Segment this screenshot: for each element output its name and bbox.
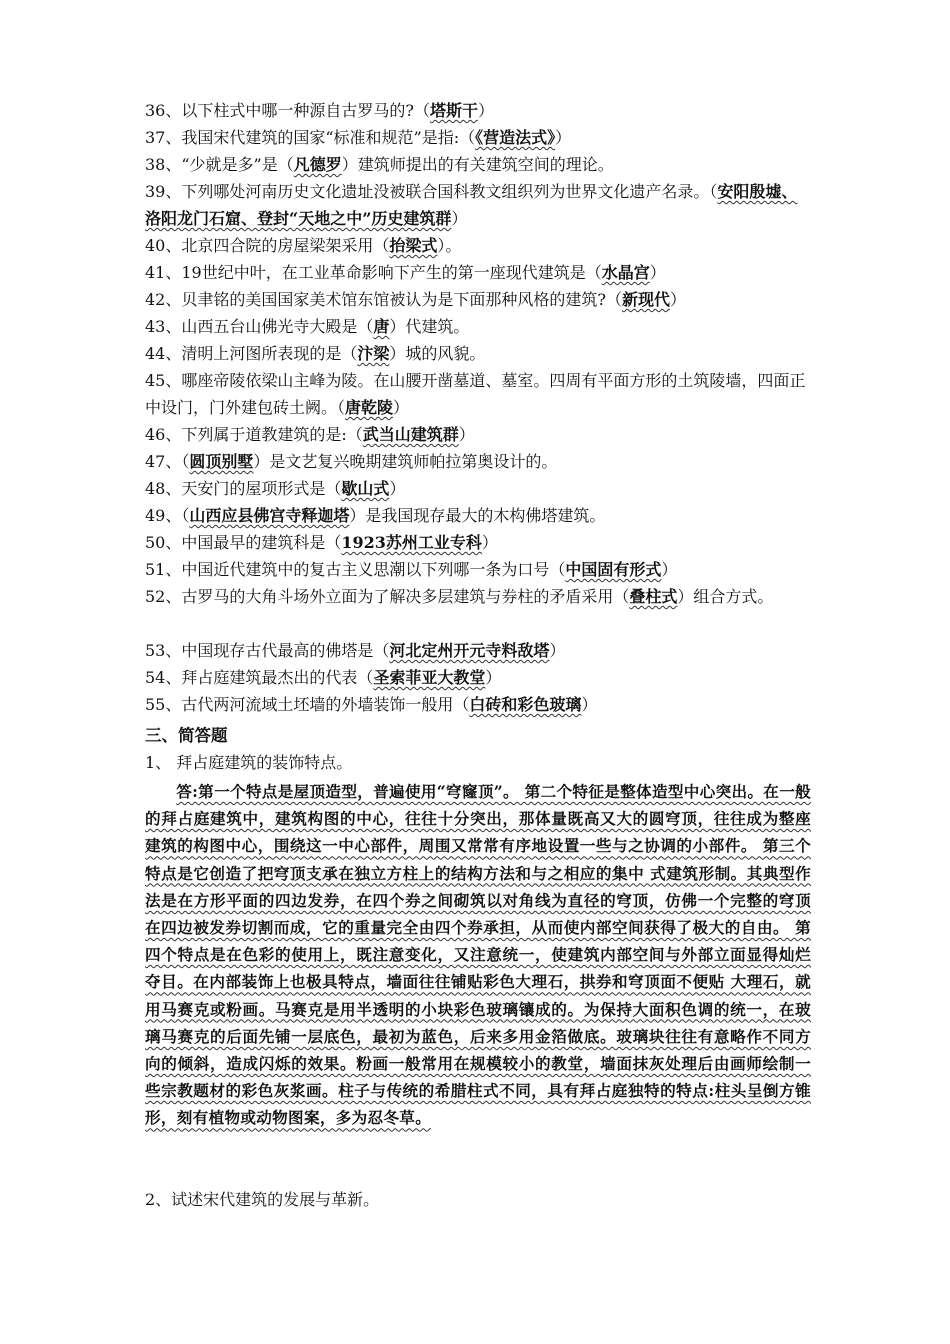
answer: 山西应县佛宫寺释迦塔: [189, 506, 350, 525]
answer: 新现代: [621, 290, 670, 309]
question-42: 42、贝聿铭的美国国家美术馆东馆被认为是下面那种风格的建筑?（新现代）: [145, 290, 686, 309]
answer: 《营造法式》: [475, 128, 556, 147]
answer: 武当山建筑群: [362, 425, 459, 444]
question-37: 37、我国宋代建筑的国家“标准和规范”是指:（《营造法式》）: [145, 128, 572, 147]
answer: 叠柱式: [629, 587, 678, 606]
essay-answer-1: 答:第一个特点是屋顶造型，普遍使用“穹窿顶”。 第二个特征是整体造型中心突出。在一般的拜占庭建筑中，建筑构图的中心，往往十分突出，那体量既高又大的圆穹顶，往往成为整座建筑的构图中心，围绕这一中心部件，周围又常常有序地设置一些与之协调的小部件。 第三个特点是它创造了把穹顶支承在独立方柱上的结构方法和与之相应的集中 式建筑形制。其典型作法是在方形平面的四边发券，在四个券之间砌筑以对角线为直径的穹顶，仿佛一个完整的穹顶在四边被发券切割而成，它的重量完全由四个券承担，从而使内部空间获得了极大的自由。 第四个特点是在色彩的使用上，既注意变化，又注意统一，使建筑内部空间与外部立面显得灿烂夺目。在内部装饰上也极具特点，墙面往往铺贴彩色大理石，拱券和穹顶面不便贴 大理石，就用马赛克或粉画。马赛克是用半透明的小块彩色玻璃镶成的。为保持大面积色调的统一，在玻璃马赛克的后面先铺一层底色，最初为蓝色，后来多用金箔做底。玻璃块往往有意略作不同方向的倾斜，造成闪烁的效果。粉画一般常用在规模较小的教堂，墙面抹灰处理后由画师绘制一些宗教题材的彩色灰浆画。柱子与传统的希腊柱式不同，具有拜占庭独特的特点:柱头呈倒方锥形，刻有植物或动物图案，多为忍冬草。: [145, 782, 811, 1128]
question-51: 51、中国近代建筑中的复古主义思潮以下列哪一条为口号（中国固有形式）: [145, 560, 678, 579]
answer: 中国固有形式: [565, 560, 662, 579]
section-heading: 三、简答题: [145, 726, 228, 745]
question-48: 48、天安门的屋项形式是（歇山式）: [145, 479, 406, 498]
question-54: 54、拜占庭建筑最杰出的代表（圣索菲亚大教堂）: [145, 668, 502, 687]
answer: 凡德罗: [293, 155, 342, 174]
essay-question-2: 2、试述宋代建筑的发展与革新。: [145, 1190, 380, 1209]
answer: 圆顶别墅: [189, 452, 254, 471]
answer: 唐: [373, 317, 390, 336]
question-41: 41、19世纪中叶，在工业革命影响下产生的第一座现代建筑是（水晶宫）: [145, 263, 666, 282]
question-40: 40、北京四合院的房屋梁架采用（抬梁式）。: [145, 236, 462, 255]
answer: 歇山式: [341, 479, 390, 498]
question-38: 38、“少就是多”是（凡德罗）建筑师提出的有关建筑空间的理论。: [145, 155, 614, 174]
answer: 1923苏州工业专科: [341, 533, 482, 552]
answer: 白砖和彩色玻璃: [469, 695, 582, 714]
question-52: 52、古罗马的大角斗场外立面为了解决多层建筑与券柱的矛盾采用（叠柱式）组合方式。: [145, 587, 774, 606]
answer: 安阳殷墟、洛阳龙门石窟、登封“天地之中”历史建筑群: [145, 182, 798, 228]
question-45: 45、哪座帝陵依梁山主峰为陵。在山腰开凿墓道、墓室。四周有平面方形的土筑陵墙，四面正中设门，门外建包砖土阙。（唐乾陵）: [145, 371, 806, 417]
question-46: 46、下列属于道教建筑的是:（武当山建筑群）: [145, 425, 475, 444]
question-50: 50、中国最早的建筑科是（1923苏州工业专科）: [145, 533, 498, 552]
question-47: 47、（圆顶别墅）是文艺复兴晚期建筑师帕拉第奥设计的。: [145, 452, 558, 471]
answer: 汴梁: [357, 344, 390, 363]
answer: 水晶宫: [601, 263, 650, 282]
answer: 塔斯干: [429, 101, 478, 120]
answer: 抬梁式: [389, 236, 438, 255]
question-49: 49、（山西应县佛宫寺释迦塔）是我国现存最大的木构佛塔建筑。: [145, 506, 606, 525]
question-44: 44、清明上河图所表现的是（汴梁）城的风貌。: [145, 344, 486, 363]
answer: 唐乾陵: [345, 398, 394, 417]
answer: 圣索菲亚大教堂: [373, 668, 486, 687]
question-39: 39、下列哪处河南历史文化遗址没被联合国科教文组织列为世界文化遗产名录。（安阳殷墟、洛阳龙门石窟、登封“天地之中”历史建筑群）: [145, 182, 798, 228]
question-36: 36、以下柱式中哪一种源自古罗马的?（塔斯干）: [145, 101, 494, 120]
question-43: 43、山西五台山佛光寺大殿是（唐）代建筑。: [145, 317, 470, 336]
answer: 河北定州开元寺料敌塔: [389, 641, 550, 660]
question-53: 53、中国现存古代最高的佛塔是（河北定州开元寺料敌塔）: [145, 641, 566, 660]
essay-question-1: 1、 拜占庭建筑的装饰特点。: [145, 753, 353, 772]
question-55: 55、古代两河流域土坯墙的外墙装饰一般用（白砖和彩色玻璃）: [145, 695, 598, 714]
